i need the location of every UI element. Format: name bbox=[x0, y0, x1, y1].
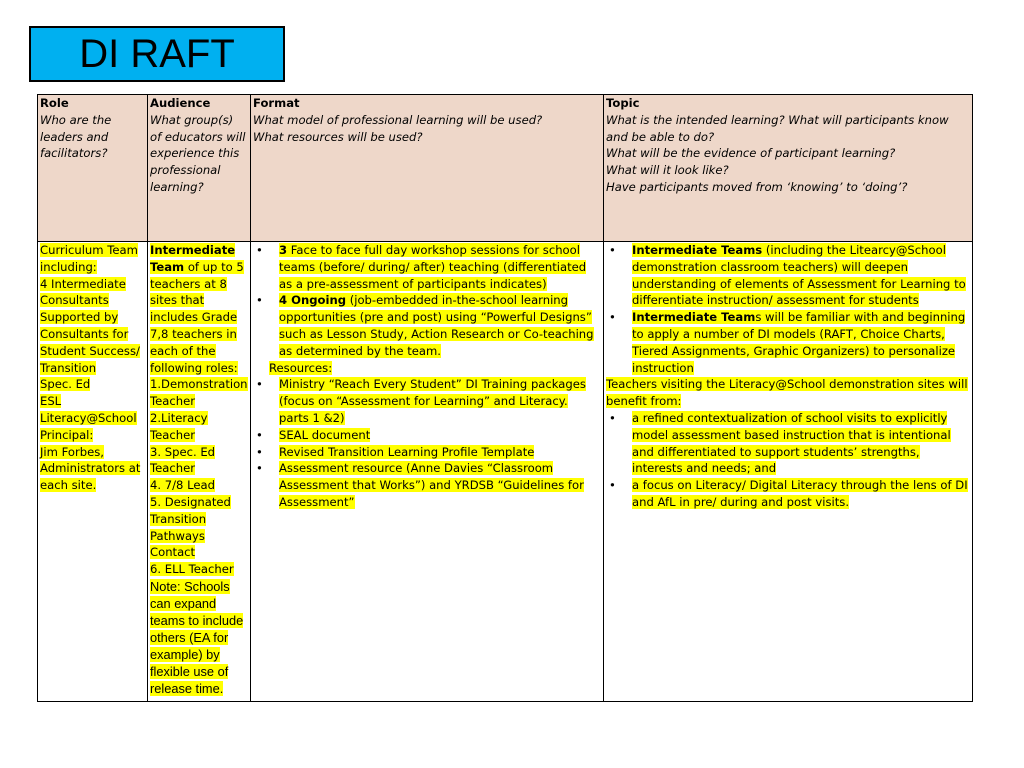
audience-role-text: 6. ELL Teacher bbox=[150, 562, 234, 577]
page-title bbox=[29, 26, 285, 82]
topic-list-2 bbox=[606, 410, 970, 511]
header-topic-desc2: What will be the evidence of participant learning? bbox=[606, 146, 896, 161]
audience-role-text: 5. Designated Transition Pathways Contact bbox=[150, 494, 231, 560]
header-format-label: Format bbox=[253, 96, 300, 110]
topic-item-bold: Intermediate Team bbox=[632, 310, 756, 325]
header-format-desc2: What resources will be used? bbox=[253, 129, 423, 144]
format-cell bbox=[251, 242, 604, 702]
header-row bbox=[38, 95, 973, 242]
audience-role bbox=[150, 410, 248, 444]
header-role bbox=[38, 95, 148, 242]
topic-item bbox=[606, 309, 970, 376]
role-line-text: Literacy@School bbox=[40, 410, 137, 425]
role-line-text: Curriculum Team including: bbox=[40, 243, 138, 274]
audience-role bbox=[150, 444, 248, 478]
topic-item-bold: Intermediate Teams bbox=[632, 243, 763, 257]
resource-item bbox=[253, 427, 601, 444]
header-role-label: Role bbox=[40, 96, 69, 110]
header-topic-desc1: What is the intended learning? What will participants know and be able to do? bbox=[606, 112, 949, 144]
audience-role-text: 4. 7/8 Lead bbox=[150, 478, 215, 493]
page-title-text: DI RAFT bbox=[79, 31, 235, 76]
audience-role-text: 3. Spec. Ed Teacher bbox=[150, 444, 216, 476]
role-line bbox=[40, 242, 145, 276]
header-audience-desc: What group(s) of educators will experience this professional learning? bbox=[150, 112, 246, 194]
header-format-desc1: What model of professional learning will be used? bbox=[253, 112, 543, 127]
format-item-bold: 3 bbox=[279, 243, 288, 257]
resource-item-text: Ministry “Reach Every Student” DI Training packages (focus on “Assessment for Learning” and Literacy. parts 1 &2) bbox=[279, 377, 586, 425]
role-line-text: ESL bbox=[40, 394, 62, 409]
resource-item-text: SEAL document bbox=[279, 427, 371, 442]
topic-item-text: a focus on Literacy/ Digital Literacy through the lens of DI and AfL in pre/ during and post visits. bbox=[632, 478, 968, 509]
format-list bbox=[253, 242, 601, 360]
audience-note-text: Note: Schools can expand teams to include others (EA for example) by flexible use of release time. bbox=[150, 578, 244, 696]
role-line bbox=[40, 376, 145, 393]
resource-item-text: Assessment resource (Anne Davies “Classroom Assessment that Works”) and YRDSB “Guidelines for Assessment” bbox=[279, 461, 584, 509]
audience-role bbox=[150, 477, 248, 494]
resource-item bbox=[253, 444, 601, 461]
role-line bbox=[40, 410, 145, 427]
resource-item-text: Revised Transition Learning Profile Template bbox=[279, 444, 535, 459]
role-line bbox=[40, 444, 145, 494]
header-role-desc: Who are the leaders and facilitators? bbox=[40, 112, 112, 161]
audience-role bbox=[150, 494, 248, 561]
audience-role-text: 2.Literacy Teacher bbox=[150, 410, 208, 442]
resources-label bbox=[253, 360, 601, 377]
header-topic-label: Topic bbox=[606, 96, 640, 110]
topic-mid-text: Teachers visiting the Literacy@School demonstration sites will benefit from: bbox=[606, 377, 968, 409]
format-item-bold: 4 Ongoing bbox=[279, 293, 347, 308]
role-line bbox=[40, 276, 145, 377]
topic-list bbox=[606, 242, 970, 376]
header-audience bbox=[148, 95, 251, 242]
role-line-text: 4 Intermediate Consultants Supported by Consultants for Student Success/ Transition bbox=[40, 276, 140, 375]
role-line bbox=[40, 427, 145, 444]
audience-lead bbox=[150, 242, 248, 376]
resources-label-text: Resources: bbox=[269, 360, 333, 375]
topic-item-text: (including the Litearcy@School demonstration classroom teachers) will deepen understanding of elements of Assessment for Learning to differentiate instruction/ assessment for students bbox=[632, 243, 966, 308]
audience-lead-bold: Intermediate Team bbox=[150, 243, 236, 274]
header-topic-desc4: Have participants moved from ‘knowing’ to ‘doing’? bbox=[606, 179, 908, 194]
resource-item bbox=[253, 376, 601, 426]
header-audience-label: Audience bbox=[150, 96, 211, 110]
role-line-text: Spec. Ed bbox=[40, 377, 91, 392]
topic-mid bbox=[606, 376, 970, 410]
audience-note bbox=[150, 578, 248, 697]
role-cell bbox=[38, 242, 148, 702]
audience-cell bbox=[148, 242, 251, 702]
topic-item bbox=[606, 477, 970, 511]
raft-table bbox=[37, 94, 973, 702]
topic-item-text: s will be familiar with and beginning to apply a number of DI models (RAFT, Choice Charts, Tiered Assignments, Graphic Organizers) to personalize instruction bbox=[632, 310, 966, 375]
content-row bbox=[38, 242, 973, 702]
format-item-text: Face to face full day workshop sessions for school teams (before/ during/ after) teaching (differentiated as a pre-assessment of participants indicates) bbox=[279, 243, 587, 291]
resources-list bbox=[253, 376, 601, 510]
role-line-text: Principal: bbox=[40, 427, 94, 442]
audience-role-text: 1.Demonstration Teacher bbox=[150, 377, 248, 409]
header-topic bbox=[604, 95, 973, 242]
role-line bbox=[40, 393, 145, 410]
format-item bbox=[253, 292, 601, 359]
topic-item-text: a refined contextualization of school visits to explicitly model assessment based instruction that is intentional and differentiated to support students’ strengths, interests and needs; and bbox=[632, 410, 951, 476]
resource-item bbox=[253, 460, 601, 510]
audience-role bbox=[150, 561, 248, 578]
audience-role bbox=[150, 376, 248, 410]
role-line-text: Jim Forbes, Administrators at each site. bbox=[40, 444, 141, 493]
format-item-text: (job-embedded in-the-school learning opportunities (pre and post) using “Powerful Designs” such as Lesson Study, Action Research or Co-teaching as determined by the team. bbox=[279, 293, 594, 358]
audience-lead-rest: of up to 5 teachers at 8 sites that includes Grade 7,8 teachers in each of the following roles: bbox=[150, 259, 244, 375]
topic-cell bbox=[604, 242, 973, 702]
header-format bbox=[251, 95, 604, 242]
topic-item bbox=[606, 410, 970, 477]
topic-item bbox=[606, 242, 970, 309]
format-item bbox=[253, 242, 601, 292]
header-topic-desc3: What will it look like? bbox=[606, 163, 729, 178]
